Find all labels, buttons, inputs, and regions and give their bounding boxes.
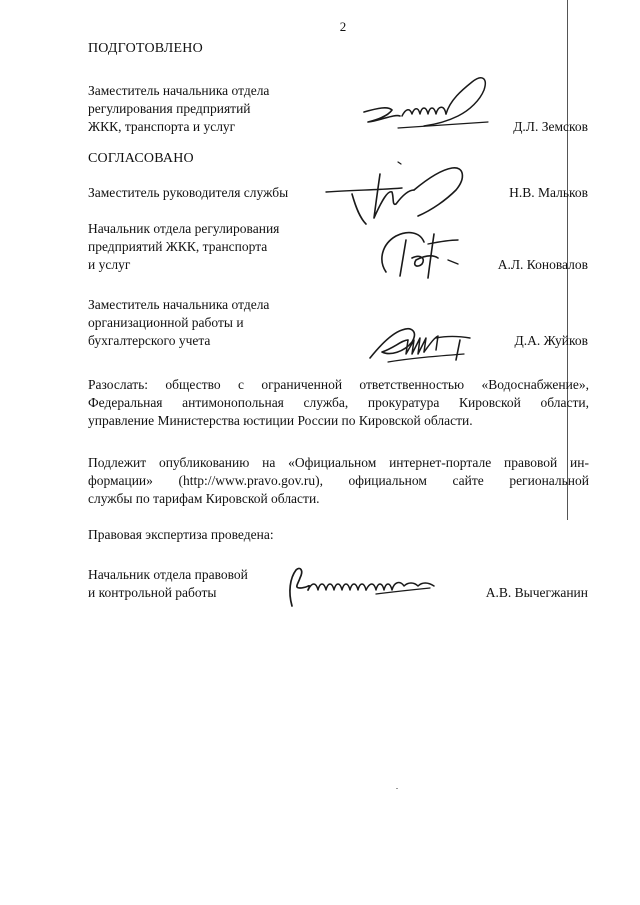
agreed-signer-3-name: Д.А. Жуйков <box>514 333 588 348</box>
agreed-signer-2-position <box>88 220 388 274</box>
signature-zhuykov <box>368 318 488 366</box>
agreed-signer-3-position <box>88 296 388 350</box>
signature-konovalov <box>372 224 482 286</box>
position-line: и контрольной работы <box>88 585 217 600</box>
distribution-paragraph <box>88 376 589 430</box>
position-line: и услуг <box>88 257 131 272</box>
prepared-position <box>88 82 388 136</box>
paragraph-line: Подлежит опубликованию на «Официальном интернет-портале правовой ин- <box>88 455 589 470</box>
page-number: 2 <box>339 19 347 34</box>
position-line: Заместитель начальника отдела <box>88 297 270 312</box>
paragraph-line: формации» (http://www.pravo.gov.ru), официальном сайте региональной <box>88 473 589 488</box>
signature-zemskov <box>358 70 498 140</box>
position-line: предприятий ЖКК, транспорта <box>88 239 268 254</box>
position-line: организационной работы и <box>88 315 244 330</box>
scan-speck <box>396 788 398 789</box>
prepared-heading: ПОДГОТОВЛЕНО <box>88 41 203 56</box>
agreed-signer-2-name: А.Л. Коновалов <box>497 257 588 272</box>
signature-vychegzhanin <box>278 562 448 612</box>
agreed-heading: СОГЛАСОВАНО <box>88 151 194 166</box>
paragraph-line: Разослать: общество с ограниченной ответственностью «Водоснабжение», <box>88 377 589 392</box>
position-line: Начальник отдела правовой <box>88 567 248 582</box>
paragraph-line: службы по тарифам Кировской области. <box>88 491 320 506</box>
position-line: Начальник отдела регулирования <box>88 221 280 236</box>
paragraph-line: управление Министерства юстиции России по Кировской области. <box>88 413 473 428</box>
position-line: бухгалтерского учета <box>88 333 211 348</box>
position-line: ЖКК, транспорта и услуг <box>88 119 236 134</box>
legal-review-statement: Правовая экспертиза проведена: <box>88 527 274 542</box>
position-line: Заместитель руководителя службы <box>88 185 289 200</box>
prepared-name: Д.Л. Земсков <box>513 119 588 134</box>
publication-paragraph <box>88 454 589 508</box>
position-line: Заместитель начальника отдела <box>88 83 270 98</box>
paragraph-line: Федеральная антимонопольная служба, прокуратура Кировской области, <box>88 395 589 410</box>
legal-review-name: А.В. Вычегжанин <box>485 585 588 600</box>
agreed-signer-1-name: Н.В. Мальков <box>509 185 588 200</box>
position-line: регулирования предприятий <box>88 101 251 116</box>
